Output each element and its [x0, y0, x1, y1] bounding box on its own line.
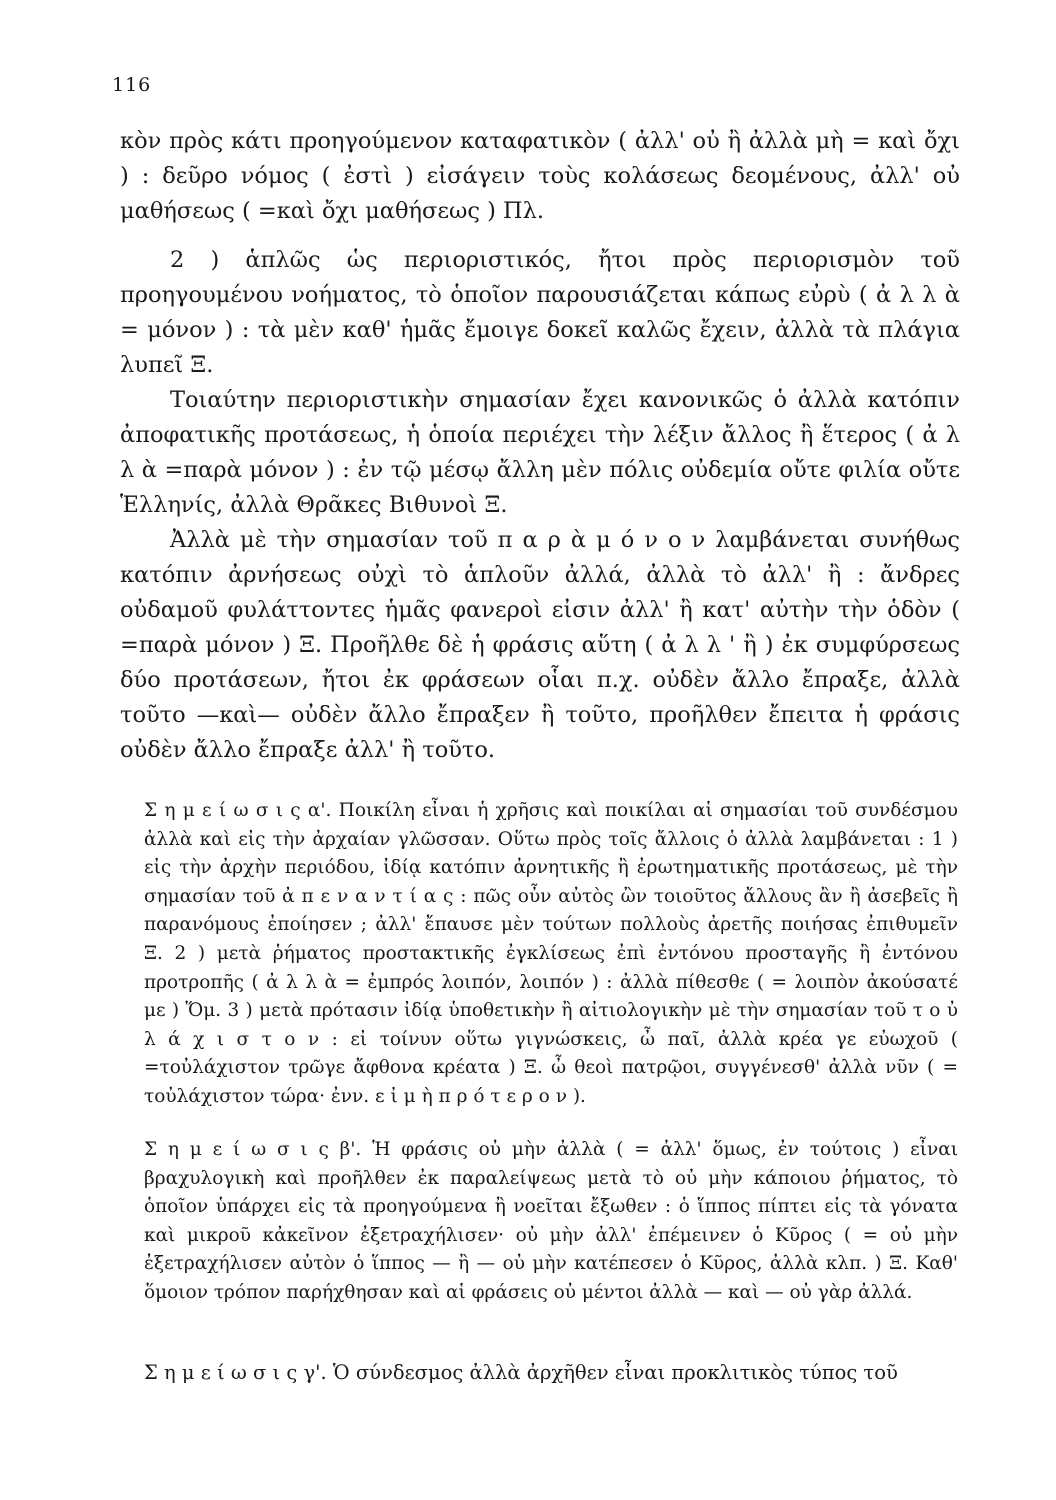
- note-alpha: [144, 797, 958, 1112]
- paragraph-3: Τοιαύτην περιοριστικὴν σημασίαν ἔχει κανονικῶς ὁ ἀλλὰ κατόπιν ἀποφατικῆς προτάσεως, ἡ ὁποία περιέχει τὴν λέξιν ἄλλος ἢ ἕτερος ( ἀ λ λ ὰ =παρὰ μόνον ) : ἐν τῷ μέσῳ ἄλλη μὲν πόλις οὐδεμία οὔτε φιλία οὔτε Ἑλληνίς, ἀλλὰ Θρᾶκες Βιθυνοὶ Ξ.: [120, 387, 960, 518]
- note-beta-text: Σ η μ ε ί ω σ ι ς β'. Ἡ φράσις οὐ μὴν ἀλλὰ ( = ἀλλ' ὅμως, ἐν τούτοις ) εἶναι βραχυλογικὴ καὶ προῆλθεν ἐκ παραλείψεως μετὰ τὸ οὐ μὴν κάποιου ῥήματος, τὸ ὁποῖον ὑπάρχει εἰς τὰ προηγούμενα ἢ νοεῖται ἔξωθεν : ὁ ἵππος πίπτει εἰς τὰ γόνατα καὶ μικροῦ κἀκεῖνον ἐξετραχήλισεν· οὐ μὴν ἀλλ' ἐπέμεινεν ὁ Κῦρος ( = οὐ μὴν ἐξετραχήλισεν αὐτὸν ὁ ἵππος — ἢ — οὐ μὴν κατέπεσεν ὁ Κῦρος, ἀλλὰ κλπ. ) Ξ. Καθ' ὅμοιον τρόπον παρήχθησαν καὶ αἱ φράσεις οὐ μέντοι ἀλλὰ — καὶ — οὐ γὰρ ἀλλά.: [144, 1139, 958, 1303]
- note-gamma: [144, 1358, 958, 1388]
- note-gamma-text: Σ η μ ε ί ω σ ι ς γ'. Ὁ σύνδεσμος ἀλλὰ ἀρχῆθεν εἶναι προκλιτικὸς τύπος τοῦ: [144, 1361, 898, 1384]
- main-text: [120, 124, 960, 768]
- paragraph-2: 2 ) ἁπλῶς ὡς περιοριστικός, ἤτοι πρὸς περιορισμὸν τοῦ προηγουμένου νοήματος, τὸ ὁποῖον παρουσιάζεται κάπως εὐρὺ ( ἀ λ λ ὰ = μόνον ) : τὰ μὲν καθ' ἡμᾶς ἔμοιγε δοκεῖ καλῶς ἔχειν, ἀλλὰ τὰ πλάγια λυπεῖ Ξ.: [120, 247, 960, 378]
- note-alpha-text: Σ η μ ε ί ω σ ι ς α'. Ποικίλη εἶναι ἡ χρῆσις καὶ ποικίλαι αἱ σημασίαι τοῦ συνδέσμου ἀλλὰ καὶ εἰς τὴν ἀρχαίαν γλῶσσαν. Οὕτω πρὸς τοῖς ἄλλοις ὁ ἀλλὰ λαμβάνεται : 1 ) εἰς τὴν ἀρχὴν περιόδου, ἰδίᾳ κατόπιν ἀρνητικῆς ἢ ἐρωτηματικῆς προτάσεως, μὲ τὴν σημασίαν τοῦ ἀ π ε ν α ν τ ί α ς : πῶς οὖν αὐτὸς ὢν τοιοῦτος ἄλλους ἂν ἢ ἀσεβεῖς ἢ παρανόμους ἐποίησεν ; ἀλλ' ἔπαυσε μὲν τούτων πολλοὺς ἀρετῆς ποιήσας ἐπιθυμεῖν Ξ. 2 ) μετὰ ῥήματος προστακτικῆς ἐγκλίσεως ἐπὶ ἐντόνου προσταγῆς ἢ ἐντόνου προτροπῆς ( ἀ λ λ ὰ = ἐμπρός λοιπόν, λοιπόν ) : ἀλλὰ πίθεσθε ( = λοιπὸν ἀκούσατέ με ) Ὅμ. 3 ) μετὰ πρότασιν ἰδίᾳ ὑποθετικὴν ἢ αἰτιολογικὴν μὲ τὴν σημασίαν τοῦ τ ο ὐ λ ά χ ι σ τ ο ν : εἰ τοίνυν οὕτω γιγνώσκεις, ὦ παῖ, ἀλλὰ κρέα γε εὐωχοῦ ( =τοὐλάχιστον τρῶγε ἄφθονα κρέατα ) Ξ. ὦ θεοὶ πατρῷοι, συγγένεσθ' ἀλλὰ νῦν ( = τοὐλάχιστον τώρα· ἐνν. ε ἰ μ ὴ π ρ ό τ ε ρ ο ν ).: [144, 800, 958, 1107]
- paragraph-1: κὸν πρὸς κάτι προηγούμενον καταφατικὸν ( ἀλλ' οὐ ἢ ἀλλὰ μὴ = καὶ ὄχι ) : δεῦρο νόμος ( ἐστὶ ) εἰσάγειν τοὺς κολάσεως δεομένους, ἀλλ' οὐ μαθήσεως ( =καὶ ὄχι μαθήσεως ) Πλ.: [120, 128, 960, 224]
- page-number: 116: [112, 74, 152, 96]
- note-beta: [144, 1136, 958, 1308]
- paragraph-4: Ἀλλὰ μὲ τὴν σημασίαν τοῦ π α ρ ὰ μ ό ν ο ν λαμβάνεται συνήθως κατόπιν ἀρνήσεως οὐχὶ τὸ ἁπλοῦν ἀλλά, ἀλλὰ τὸ ἀλλ' ἢ : ἄνδρες οὐδαμοῦ φυλάττοντες ἡμᾶς φανεροὶ εἰσιν ἀλλ' ἢ κατ' αὐτὴν τὴν ὁδὸν ( =παρὰ μόνον ) Ξ. Προῆλθε δὲ ἡ φράσις αὕτη ( ἀ λ λ ' ἢ ) ἐκ συμφύρσεως δύο προτάσεων, ἤτοι ἐκ φράσεων οἷαι π.χ. οὐδὲν ἄλλο ἔπραξε, ἀλλὰ τοῦτο —καὶ— οὐδὲν ἄλλο ἔπραξεν ἢ τοῦτο, προῆλθεν ἔπειτα ἡ φράσις οὐδὲν ἄλλο ἔπραξε ἀλλ' ἢ τοῦτο.: [120, 527, 960, 763]
